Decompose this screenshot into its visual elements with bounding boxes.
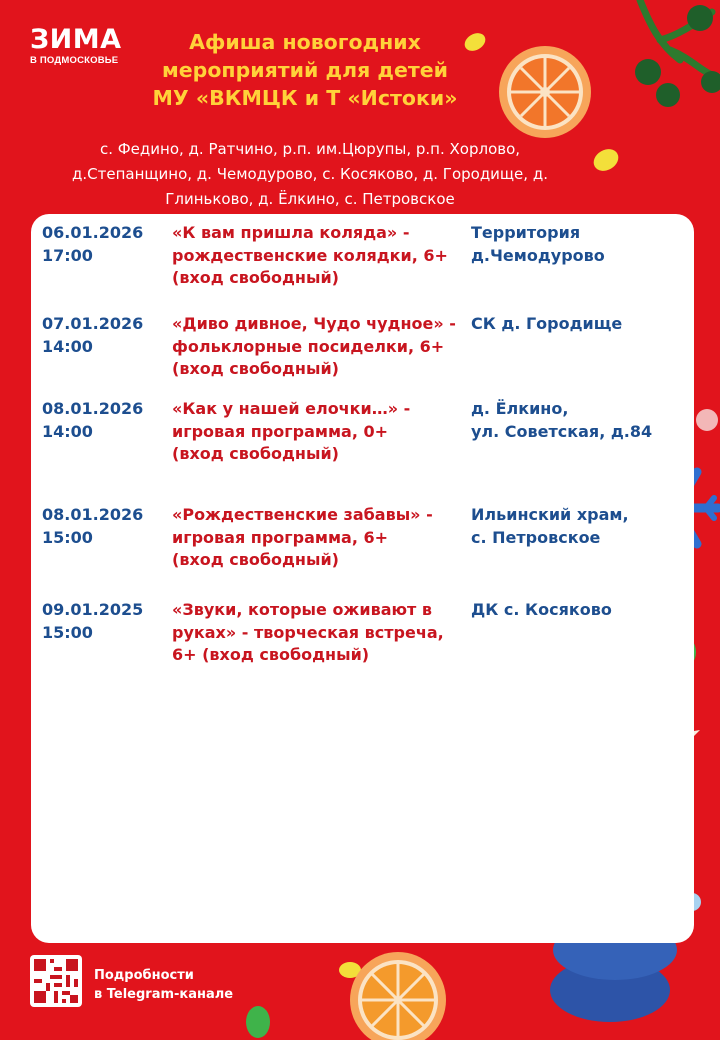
- event-time: 15:00: [42, 527, 93, 547]
- villages-list: [40, 137, 580, 212]
- telegram-link[interactable]: [94, 966, 233, 1004]
- event-title-line: 6+ (вход свободный): [172, 645, 370, 664]
- event-place: [471, 313, 622, 336]
- event-time: 17:00: [42, 245, 93, 265]
- event-title-line: (вход свободный): [172, 550, 339, 569]
- event-datetime: [42, 313, 143, 358]
- event-place-line: д. Ёлкино,: [471, 399, 569, 418]
- orange-slice-bottom-icon: [350, 952, 446, 1040]
- title-line: МУ «ВКМЦК и Т «Истоки»: [152, 86, 458, 110]
- event-title: [172, 504, 433, 572]
- event-title-line: (вход свободный): [172, 268, 339, 287]
- event-date: 07.01.2026: [42, 314, 144, 333]
- event-date: 09.01.2025: [42, 600, 144, 619]
- event-place: [471, 398, 652, 443]
- logo-main-text: ЗИМА: [30, 24, 122, 55]
- event-title: [172, 222, 448, 290]
- event-title-line: «К вам пришла коляда» -: [172, 223, 410, 242]
- event-title: [172, 599, 444, 667]
- event-place-line: Ильинский храм,: [471, 505, 629, 524]
- event-title-line: игровая программа, 0+: [172, 421, 389, 441]
- event-title-line: (вход свободный): [172, 359, 339, 378]
- title-line: мероприятий для детей: [161, 58, 448, 82]
- event-date: 08.01.2026: [42, 399, 144, 418]
- footer-line-1: Подробности: [94, 968, 194, 983]
- event-place-line: ДК с. Косяково: [471, 600, 612, 619]
- event-title: [172, 398, 410, 466]
- zima-logo: [30, 26, 122, 66]
- event-datetime: [42, 398, 143, 443]
- event-title-line: игровая программа, 6+: [172, 527, 389, 547]
- event-place: [471, 222, 605, 267]
- event-date: 08.01.2026: [42, 505, 144, 524]
- event-datetime: [42, 599, 143, 644]
- event-title-line: (вход свободный): [172, 444, 339, 463]
- candy-green-icon: [246, 1006, 270, 1038]
- event-time: 15:00: [42, 622, 93, 642]
- event-date: 06.01.2026: [42, 223, 144, 242]
- title-line: Афиша новогодних: [189, 30, 421, 54]
- event-title-line: «Рождественские забавы» -: [172, 505, 433, 524]
- event-title-line: «Как у нашей елочки…» -: [172, 399, 411, 418]
- events-card: [31, 214, 694, 943]
- event-title: [172, 313, 456, 381]
- villages-line: с. Федино, д. Ратчино, р.п. им.Цюрупы, р.п. Хорлово,: [99, 140, 521, 158]
- footer-line-2: в Telegram-канале: [94, 987, 234, 1002]
- event-title-line: руках» - творческая встреча,: [172, 622, 444, 642]
- event-datetime: [42, 222, 143, 267]
- event-row: [31, 599, 694, 689]
- event-time: 14:00: [42, 421, 93, 441]
- event-place: [471, 504, 629, 549]
- event-title-line: рождественские колядки, 6+: [172, 245, 448, 265]
- event-place-line: СК д. Городище: [471, 314, 623, 333]
- event-title-line: фольклорные посиделки, 6+: [172, 336, 445, 356]
- logo-sub-text: В ПОДМОСКОВЬЕ: [30, 55, 119, 66]
- orange-slice-top-icon: [499, 46, 591, 138]
- event-row: [31, 398, 694, 488]
- event-row: [31, 504, 694, 594]
- event-datetime: [42, 504, 143, 549]
- event-title-line: «Звуки, которые оживают в: [172, 600, 433, 619]
- event-place-line: Территория: [471, 223, 581, 242]
- event-place-line: ул. Советская, д.84: [471, 421, 653, 441]
- event-place-line: д.Чемодурово: [471, 245, 605, 265]
- page-title: [145, 28, 465, 112]
- event-place-line: с. Петровское: [471, 527, 601, 547]
- event-time: 14:00: [42, 336, 93, 356]
- candy-yellow-icon: [461, 30, 488, 55]
- event-place: [471, 599, 612, 622]
- candy-yellow-icon: [590, 145, 623, 175]
- berry-branch-top-icon: [635, 0, 720, 107]
- event-row: [31, 313, 694, 403]
- candy-pink-icon: [696, 409, 718, 431]
- villages-line: Глиньково, д. Ёлкино, с. Петровское: [165, 190, 455, 208]
- event-title-line: «Диво дивное, Чудо чудное» -: [172, 314, 456, 333]
- qr-code-icon[interactable]: [30, 955, 82, 1007]
- event-row: [31, 222, 694, 312]
- villages-line: д.Степанщино, д. Чемодурово, с. Косяково, д. Городище, д.: [72, 165, 548, 183]
